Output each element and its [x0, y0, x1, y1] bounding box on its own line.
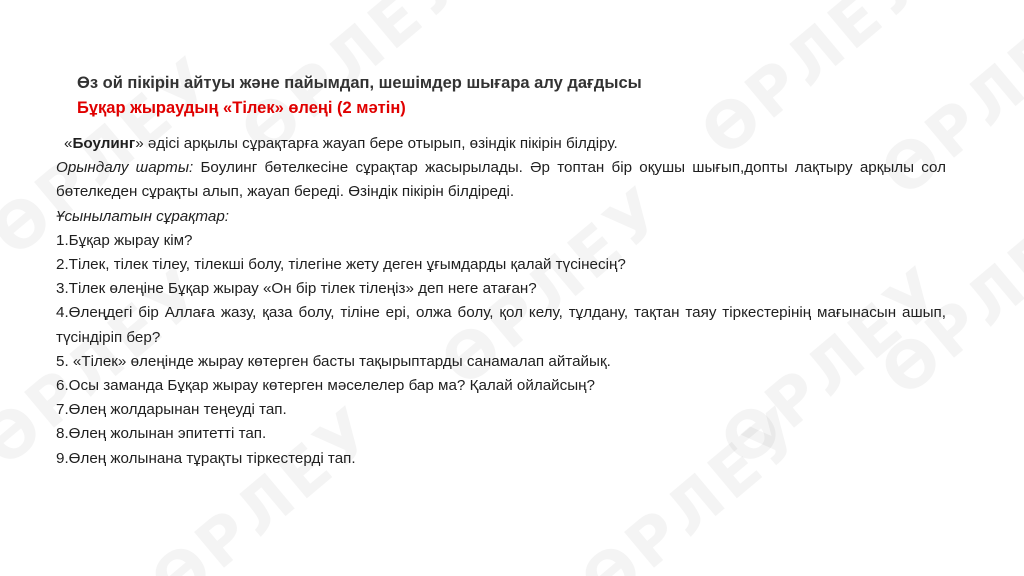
question-item: 4.Өлеңдегі бір Аллаға жазу, қаза болу, тіліне ері, олжа болу, қол келу, тұлдану, тақтан таяу тіркестерінің мағынасын ашып, түсіндіріп бер? [56, 304, 946, 346]
condition-text: Боулинг бөтелкесіне сұрақтар жасырылады. Әр топтан бір оқушы шығып,допты лақтыру арқылы сол бөтелкеден сұрақты алып, жауап береді. Өзіндік пікірін білдіреді. [56, 159, 947, 201]
question-item: 1.Бұқар жырау кім? [56, 231, 193, 249]
question-item: 3.Тілек өлеңіне Бұқар жырау «Он бір тілек тілеңіз» деп неге атаған? [56, 280, 537, 298]
method-name: Боулинг [72, 135, 136, 152]
slide-subtitle: Бұқар жыраудың «Тілек» өлеңі (2 мәтін) [77, 99, 406, 117]
method-intro [56, 132, 946, 156]
questions-label: Ұсынылатын сұрақтар: [56, 207, 230, 225]
slide-title: Өз ой пікірін айтуы және пайымдап, шешімдер шығара алу дағдысы [77, 74, 642, 92]
question-item: 9.Өлең жолынана тұрақты тіркестерді тап. [56, 449, 356, 467]
question-item: 7.Өлең жолдарынан теңеуді тап. [56, 401, 287, 419]
open-quote: « [64, 135, 73, 152]
condition-label: Орындалу шарты: [56, 159, 194, 177]
question-item: 6.Осы заманда Бұқар жырау көтерген мәселелер бар ма? Қалай ойлайсың? [56, 377, 595, 395]
slide-body [56, 132, 946, 471]
question-item: 8.Өлең жолынан эпитетті тап. [56, 425, 267, 443]
question-item: 5. «Тілек» өлеңінде жырау көтерген басты тақырыптарды санамалап айтайық. [56, 352, 611, 370]
condition-paragraph [56, 156, 946, 204]
question-item: 2.Тілек, тілек тілеу, тілекші болу, тілегіне жету деген ұғымдарды қалай түсінесің? [56, 256, 626, 274]
method-description: » әдісі арқылы сұрақтарға жауап бере отырып, өзіндік пікірін білдіру. [135, 135, 618, 152]
